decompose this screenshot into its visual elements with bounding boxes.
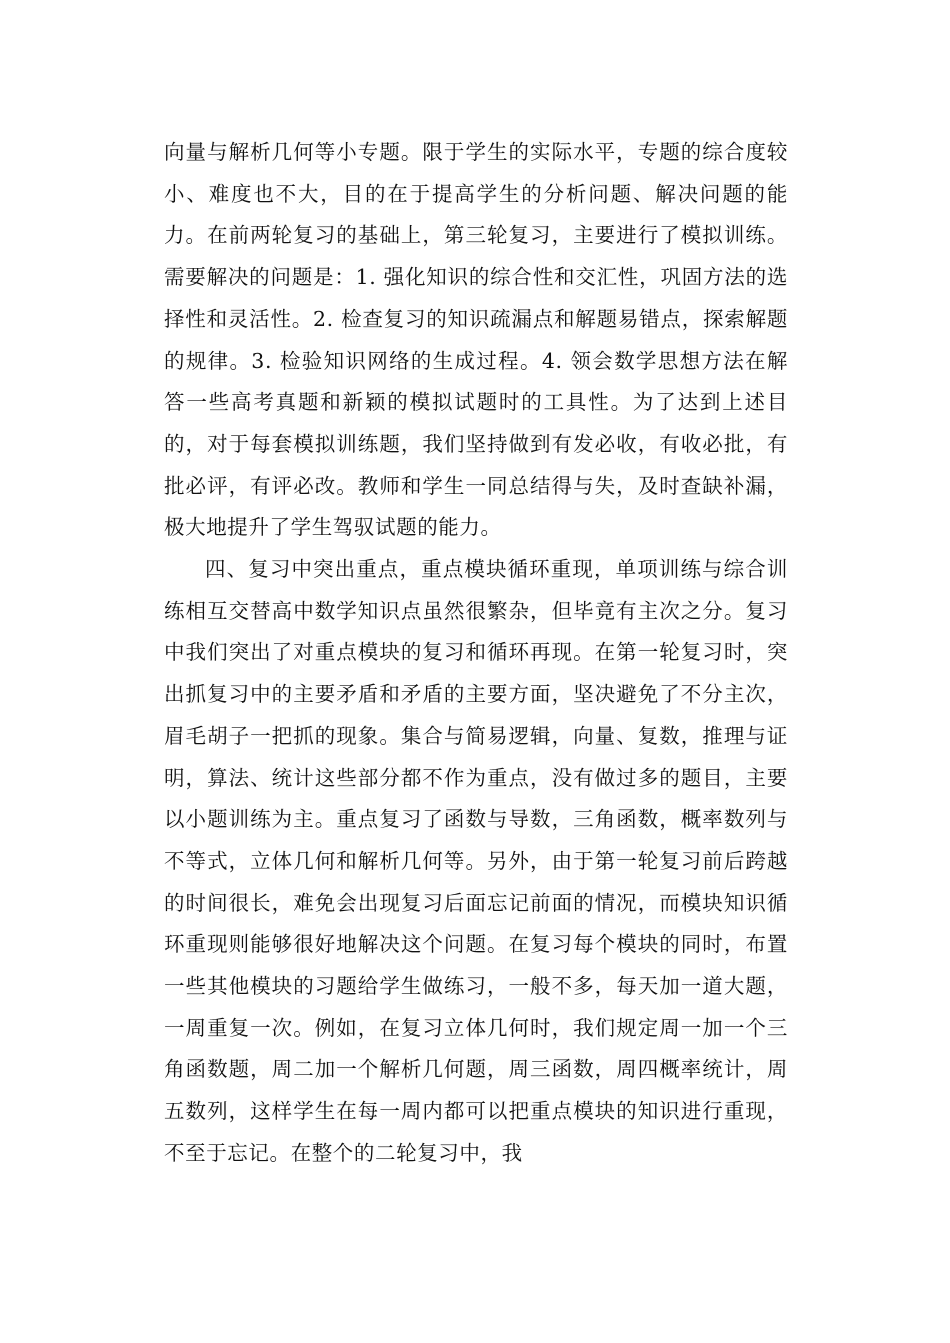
paragraph-key-modules: 四、复习中突出重点，重点模块循环重现，单项训练与综合训练相互交替高中数学知识点虽然很繁杂，但毕竟有主次之分。复习中我们突出了对重点模块的复习和循环再现。在第一轮复习时，突出抓复习中的主要矛盾和矛盾的主要方面，坚决避免了不分主次，眉毛胡子一把抓的现象。集合与简易逻辑，向量、复数，推理与证明，算法、统计这些部分都不作为重点，没有做过多的题目，主要以小题训练为主。重点复习了函数与导数，三角函数，概率数列与不等式，立体几何和解析几何等。另外，由于第一轮复习前后跨越的时间很长，难免会出现复习后面忘记前面的情况，而模块知识循环重现则能够很好地解决这个问题。在复习每个模块的同时，布置一些其他模块的习题给学生做练习，一般不多，每天加一道大题，一周重复一次。例如，在复习立体几何时，我们规定周一加一个三角函数题，周二加一个解析几何题，周三函数，周四概率统计，周五数列，这样学生在每一周内都可以把重点模块的知识进行重现，不至于忘记。在整个的二轮复习中，我 <box>164 557 788 1165</box>
document-body <box>164 132 788 1175</box>
paragraph-review-training: 向量与解析几何等小专题。限于学生的实际水平，专题的综合度较小、难度也不大，目的在于提高学生的分析问题、解决问题的能力。在前两轮复习的基础上，第三轮复习，主要进行了模拟训练。需要解决的问题是：1. 强化知识的综合性和交汇性，巩固方法的选择性和灵活性。2. 检查复习的知识疏漏点和解题易错点，探索解题的规律。3. 检验知识网络的生成过程。4. 领会数学思想方法在解答一些高考真题和新颖的模拟试题时的工具性。为了达到上述目的，对于每套模拟训练题，我们坚持做到有发必收，有收必批，有批必评，有评必改。教师和学生一同总结得与失，及时查缺补漏，极大地提升了学生驾驭试题的能力。 <box>164 140 788 540</box>
